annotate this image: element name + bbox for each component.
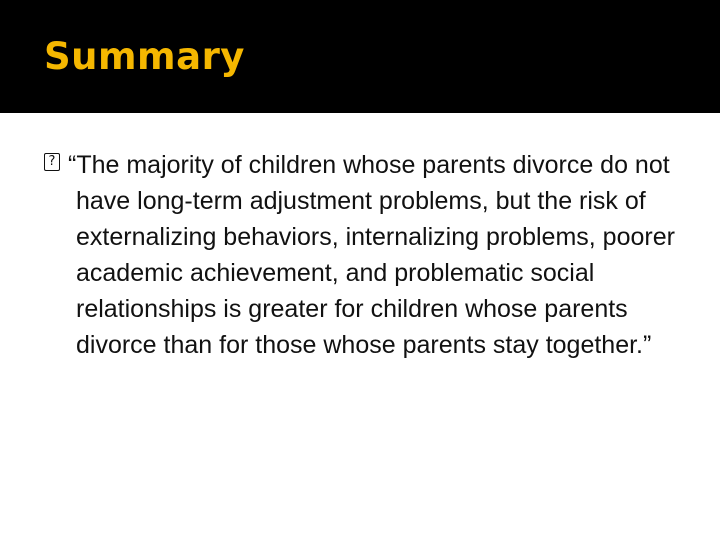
title-bar <box>0 0 720 113</box>
bullet-list <box>44 147 684 467</box>
unknown-glyph-icon: ? <box>44 153 60 171</box>
summary-quote-text: “The majority of children whose parents divorce do not have long-term adjustment problems, but the risk of externalizing behaviors, internalizing problems, poorer academic achievement, and problematic social relationships is greater for children whose parents divorce than for those whose parents stay together.” <box>68 151 675 359</box>
slide-title: Summary <box>44 35 245 78</box>
